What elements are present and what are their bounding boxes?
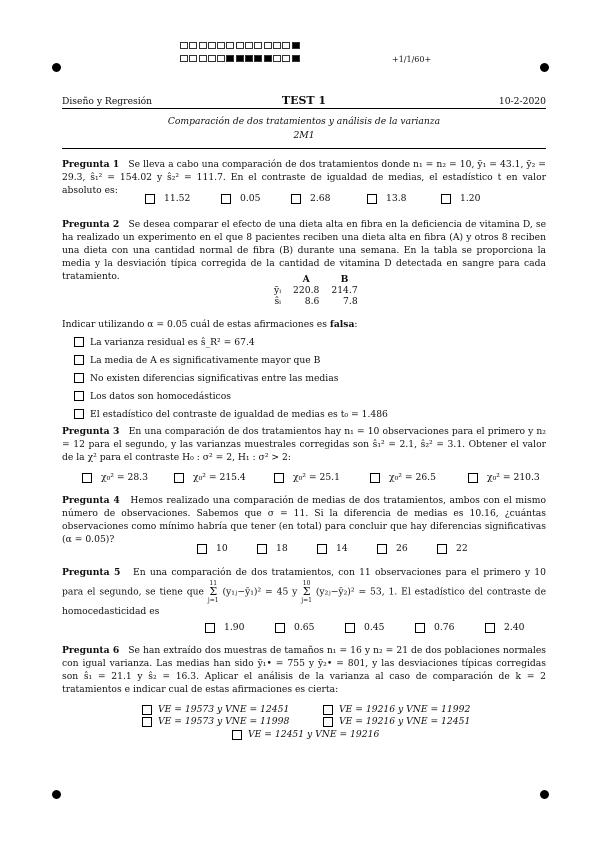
checkbox[interactable] xyxy=(377,544,387,554)
option[interactable] xyxy=(74,333,388,351)
exam-subtitle: Comparación de dos tratamientos y análisis de la varianza xyxy=(167,116,441,127)
q4-options xyxy=(197,543,468,554)
page-header xyxy=(62,96,546,109)
checkbox[interactable] xyxy=(74,355,84,365)
question-text-a: En una comparación de dos tratamientos, con 11 observaciones para el primero y 10 para el segundo, se tiene que xyxy=(62,567,546,598)
option[interactable] xyxy=(174,472,274,483)
checkbox[interactable] xyxy=(370,473,380,483)
option[interactable] xyxy=(257,543,317,554)
checkbox[interactable] xyxy=(205,623,215,633)
option[interactable] xyxy=(317,543,377,554)
question-text: Se han extraído dos muestras de tamaños n₁ = 16 y n₂ = 21 de dos poblaciones normales con igual varianza. Las medias han sido ȳ₁• = 755 y ȳ₂• = 801, y las desviaciones típicas corregidas son ŝ₁ = 21.1 y ŝ₂ = 16.3. Aplicar el análisis de la varianza al caso de comparación de k = 2 tratamientos e indicar cual de estas afirmaciones es cierta: xyxy=(62,645,546,695)
option[interactable] xyxy=(74,405,388,423)
option-label: 14 xyxy=(336,543,348,554)
option[interactable] xyxy=(232,729,379,740)
option-label: χ₀² = 215.4 xyxy=(193,472,246,483)
option[interactable] xyxy=(142,716,289,727)
option-label: χ₀² = 25.1 xyxy=(293,472,340,483)
option-label: 26 xyxy=(396,543,408,554)
divider xyxy=(62,148,546,149)
cell: 214.7 xyxy=(331,285,358,296)
option[interactable] xyxy=(323,704,470,715)
checkbox[interactable] xyxy=(74,337,84,347)
checkbox[interactable] xyxy=(74,391,84,401)
option[interactable] xyxy=(485,622,524,633)
sum-top: 10 xyxy=(302,580,311,587)
q5-options xyxy=(205,622,524,633)
row-label: ŝᵢ xyxy=(274,296,282,307)
cell: 8.6 xyxy=(304,296,320,307)
course-name: Diseño y Regresión xyxy=(62,96,153,107)
prompt-text: Indicar utilizando α = 0.05 cuál de estas afirmaciones es xyxy=(62,319,327,330)
question-text-c: (y₂ⱼ−ȳ₂)² = 53, 1. El estadístico del contraste de homocedasticidad es xyxy=(62,586,547,617)
sum-bottom: j=1 xyxy=(207,597,219,604)
checkbox[interactable] xyxy=(197,544,207,554)
option[interactable] xyxy=(323,716,470,727)
option-label: VE = 19216 y VNE = 12451 xyxy=(339,716,471,727)
checkbox[interactable] xyxy=(221,194,231,204)
checkbox[interactable] xyxy=(145,194,155,204)
option[interactable] xyxy=(441,193,480,204)
checkbox[interactable] xyxy=(274,473,284,483)
option-label: VE = 19216 y VNE = 11992 xyxy=(339,704,471,715)
question-label: Pregunta 2 xyxy=(62,219,120,230)
question-text-b: (y₁ⱼ−ȳ₁)² = 45 y xyxy=(222,586,298,598)
checkbox[interactable] xyxy=(323,705,333,715)
question-label: Pregunta 4 xyxy=(62,495,120,506)
q6-options xyxy=(142,704,482,744)
question-label: Pregunta 6 xyxy=(62,645,120,656)
question-text: Se lleva a cabo una comparación de dos tratamientos donde n₁ = n₂ = 10, ȳ₁ = 43.1, ȳ₂ = 29.3, ŝ₁² = 154.02 y ŝ₂² = 111.7. En el contraste de igualdad de medias, el estadístico t en valor absoluto es: xyxy=(62,159,547,196)
checkbox[interactable] xyxy=(468,473,478,483)
checkbox[interactable] xyxy=(323,717,333,727)
option[interactable] xyxy=(345,622,415,633)
corner-mark xyxy=(52,63,61,72)
option[interactable] xyxy=(291,193,367,204)
option-label: 1.20 xyxy=(460,193,481,204)
corner-mark xyxy=(52,790,61,799)
option[interactable] xyxy=(74,369,388,387)
checkbox[interactable] xyxy=(291,194,301,204)
option[interactable] xyxy=(197,543,257,554)
exam-group: 2M1 xyxy=(293,130,315,141)
id-code-row-2 xyxy=(180,55,301,62)
checkbox[interactable] xyxy=(367,194,377,204)
option-label: VE = 19573 y VNE = 11998 xyxy=(158,716,290,727)
sum-symbol-icon: 11 Σ j=1 xyxy=(207,580,219,604)
question-4 xyxy=(62,494,546,546)
means-table xyxy=(268,274,364,307)
checkbox[interactable] xyxy=(437,544,447,554)
checkbox[interactable] xyxy=(257,544,267,554)
option-label: χ₀² = 28.3 xyxy=(101,472,148,483)
checkbox[interactable] xyxy=(485,623,495,633)
option[interactable] xyxy=(82,472,174,483)
option[interactable] xyxy=(468,472,540,483)
question-2-prompt: Indicar utilizando α = 0.05 cuál de estas afirmaciones es falsa: xyxy=(62,319,358,330)
option[interactable] xyxy=(367,193,441,204)
option-label: 0.65 xyxy=(294,622,315,633)
question-1 xyxy=(62,158,546,197)
option-label: No existen diferencias significativas entre las medias xyxy=(90,372,339,384)
checkbox[interactable] xyxy=(317,544,327,554)
option-label: 10 xyxy=(216,543,228,554)
option-label: χ₀² = 26.5 xyxy=(389,472,436,483)
checkbox[interactable] xyxy=(232,730,242,740)
option-label: VE = 12451 y VNE = 19216 xyxy=(248,729,380,740)
option[interactable] xyxy=(145,193,221,204)
question-label: Pregunta 3 xyxy=(62,426,120,437)
option-label: 11.52 xyxy=(164,193,191,204)
option-label: 0.45 xyxy=(364,622,385,633)
checkbox[interactable] xyxy=(74,373,84,383)
question-label: Pregunta 1 xyxy=(62,159,120,170)
q3-options xyxy=(82,472,540,483)
option-label: 0.76 xyxy=(434,622,455,633)
checkbox[interactable] xyxy=(142,717,152,727)
sum-bottom: j=1 xyxy=(301,597,312,604)
checkbox[interactable] xyxy=(82,473,92,483)
option-label: Los datos son homocedásticos xyxy=(90,390,231,402)
checkbox[interactable] xyxy=(415,623,425,633)
prompt-bold: falsa xyxy=(329,319,355,330)
question-text: Se desea comparar el efecto de una dieta alta en fibra en la deficiencia de vitamina D, se ha realizado un experimento en el que 8 pacientes reciben una dieta alta en fibra (A) y otros 8 reciben una dieta con una cantidad normal de fibra (B) durante una semana. En la tabla se proporciona la media y la desviación típica corregida de la cantidad de vitamina D detectada en sangre para cada tratamiento. xyxy=(62,219,547,282)
q2-options xyxy=(74,333,388,423)
checkbox[interactable] xyxy=(142,705,152,715)
option[interactable] xyxy=(74,387,388,405)
option-label: 2.68 xyxy=(310,193,331,204)
option-label: 22 xyxy=(456,543,468,554)
page-title: TEST 1 xyxy=(281,94,327,107)
option-label: 2.40 xyxy=(504,622,525,633)
corner-mark xyxy=(540,790,549,799)
cell: 7.8 xyxy=(343,296,358,307)
option[interactable] xyxy=(221,193,291,204)
exam-date: 10-2-2020 xyxy=(498,96,546,107)
id-code-row-1 xyxy=(180,42,301,49)
question-label: Pregunta 5 xyxy=(62,567,121,578)
question-text: Hemos realizado una comparación de medias de dos tratamientos, ambos con el mismo número de observaciones. Sabemos que σ = 11. Si la diferencia de medias es 10.16, ¿cuántas observaciones como mínimo habría que tener (en total) para concluir que hay diferencias significativas (α = 0.05)? xyxy=(62,495,546,545)
sum-symbol-icon: 10 Σ j=1 xyxy=(301,580,312,604)
corner-mark xyxy=(540,63,549,72)
option[interactable] xyxy=(415,622,485,633)
option[interactable] xyxy=(74,351,388,369)
option-label: La media de A es significativamente mayor que B xyxy=(90,354,321,366)
option-label: VE = 19573 y VNE = 12451 xyxy=(158,704,290,715)
option-label: El estadístico del contraste de igualdad de medias es t₀ = 1.486 xyxy=(90,408,388,420)
option[interactable] xyxy=(377,543,437,554)
page-code-label: +1/1/60+ xyxy=(392,55,432,64)
question-text: En una comparación de dos tratamientos hay n₁ = 10 observaciones para el primero y n₂ = 12 para el segundo, y las varianzas muestrales corregidas son ŝ₁² = 2.1, ŝ₂² = 3.1. Obtener el valor de la χ² para el contraste H₀ : σ² = 2, H₁ : σ² > 2: xyxy=(62,426,546,463)
option-label: 1.90 xyxy=(224,622,245,633)
cell: 220.8 xyxy=(293,285,320,296)
option-label: 13.8 xyxy=(386,193,407,204)
sum-top: 11 xyxy=(209,580,218,587)
question-6 xyxy=(62,644,546,696)
checkbox[interactable] xyxy=(345,623,355,633)
row-label: ȳᵢ xyxy=(274,285,282,296)
option[interactable] xyxy=(275,622,345,633)
question-3 xyxy=(62,425,546,464)
col-header: B xyxy=(340,274,349,285)
col-header: A xyxy=(302,274,310,285)
checkbox[interactable] xyxy=(174,473,184,483)
option[interactable] xyxy=(205,622,275,633)
option[interactable] xyxy=(370,472,468,483)
question-5 xyxy=(62,565,546,619)
option[interactable] xyxy=(437,543,468,554)
checkbox[interactable] xyxy=(441,194,451,204)
option-label: χ₀² = 210.3 xyxy=(487,472,540,483)
checkbox[interactable] xyxy=(275,623,285,633)
option-label: 0.05 xyxy=(240,193,261,204)
option[interactable] xyxy=(142,704,289,715)
option-label: 18 xyxy=(276,543,288,554)
option-label: La varianza residual es ŝ_R² = 67.4 xyxy=(90,336,255,348)
option[interactable] xyxy=(274,472,370,483)
checkbox[interactable] xyxy=(74,409,84,419)
q1-options xyxy=(145,193,480,204)
